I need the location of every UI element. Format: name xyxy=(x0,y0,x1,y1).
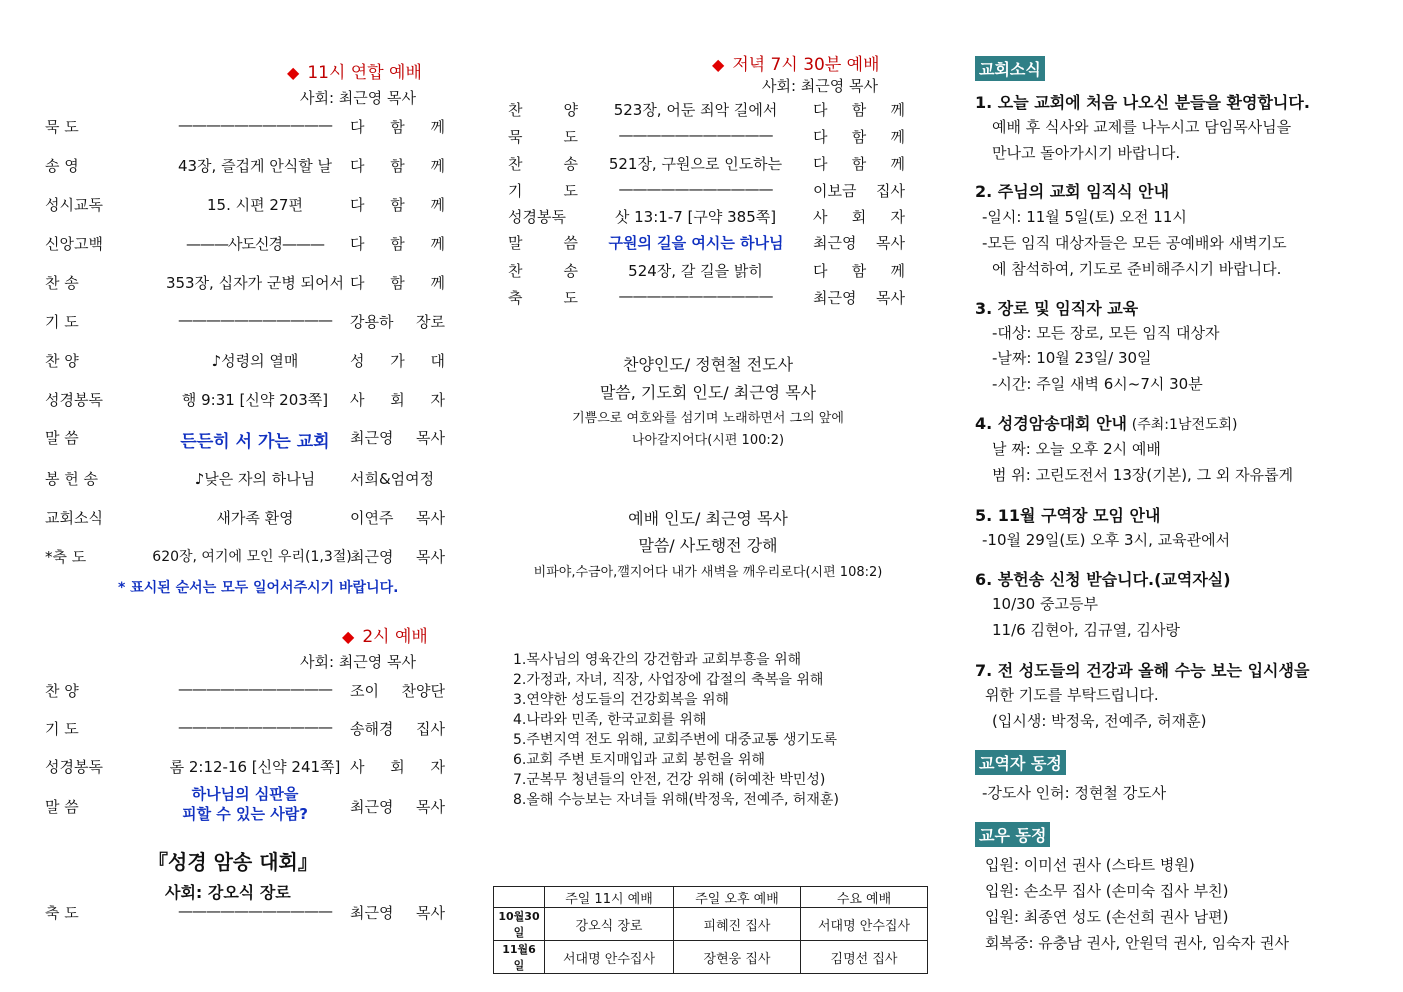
dawn-leader: 예배 인도/ 최근영 목사 xyxy=(628,509,788,528)
order-row: 기 도 ——————————— 송해경 집사 xyxy=(45,718,445,738)
diamond-icon: ◆ xyxy=(287,63,300,82)
order-row: 찬 양 523장, 어둔 죄악 길에서 다 함 께 xyxy=(508,101,905,119)
order-row: 찬 양 ——————————— 조이 찬양단 xyxy=(45,680,445,700)
news-3: 3. 장로 및 임직자 교육 xyxy=(975,299,1139,318)
service2-heading: ◆ 2시 예배 xyxy=(342,627,428,647)
wednesday-preacher: 말씀, 기도회 인도/ 최근영 목사 xyxy=(599,383,817,402)
table-row: 10월30일 강오식 장로 피혜진 집사 서대명 안수집사 xyxy=(494,908,928,941)
order-row: 묵 도 ——————————— 다 함 께 xyxy=(508,126,905,146)
order-row: 신앙고백 ———사도신경——— 다 함 께 xyxy=(45,235,445,253)
diamond-icon: ◆ xyxy=(342,627,355,646)
wednesday-leader: 찬양인도/ 정현철 전도사 xyxy=(622,355,794,374)
staff-news: -강도사 인허: 정현철 강도사 xyxy=(982,784,1167,802)
news-5: 5. 11월 구역장 모임 안내 xyxy=(975,506,1161,525)
order-row: 축 도 ——————————— 최근영 목사 xyxy=(508,287,905,307)
wednesday-verse-ref: 나아갈지어다(시편 100:2) xyxy=(631,433,785,448)
list-item: 4.나라와 민족, 한국교회를 위해 xyxy=(513,712,707,728)
list-item: 3.연약한 성도들의 건강회복을 위해 xyxy=(513,692,730,708)
order-row: 축 도 ——————————— 최근영 목사 xyxy=(45,902,445,922)
contest-title: 『성경 암송 대회』 xyxy=(148,850,318,874)
order-row: 묵 도 ——————————— 다 함 께 xyxy=(45,116,445,136)
wednesday-verse: 기쁨으로 여호와를 섬기며 노래하면서 그의 앞에 xyxy=(572,411,844,426)
news-label: 교회소식 xyxy=(975,56,1045,81)
service11-heading: ◆ 11시 연합 예배 xyxy=(287,63,422,83)
list-item: 회복중: 유충남 권사, 안원덕 권사, 임숙자 권사 xyxy=(985,934,1290,952)
dawn-preacher: 말씀/ 사도행전 강해 xyxy=(638,536,778,555)
prayer-schedule-table xyxy=(493,886,928,974)
order-row: *축 도 620장, 여기에 모인 우리(1,3절) 최근영 목사 xyxy=(45,548,445,566)
order-row: 성시교독 15. 시편 27편 다 함 께 xyxy=(45,196,445,214)
order-row: 성경봉독 행 9:31 [신약 203쪽] 사 회 자 xyxy=(45,391,445,409)
order-row: 성경봉독 롬 2:12-16 [신약 241쪽] 사 회 자 xyxy=(45,758,445,776)
order-row: 찬 송 524장, 갈 길을 밝히 다 함 께 xyxy=(508,262,905,280)
list-item: 8.올해 수능보는 자녀들 위해(박정욱, 전예주, 허재훈) xyxy=(513,792,839,808)
staff-label: 교역자 동정 xyxy=(975,750,1066,775)
order-row: 성경봉독 삿 13:1-7 [구약 385쪽] 사 회 자 xyxy=(508,208,905,226)
sermon-title: 든든히 서 가는 교회 xyxy=(180,432,330,452)
news-1: 1. 오늘 교회에 처음 나오신 분들을 환영합니다. xyxy=(975,93,1310,112)
table-header-row: 주일 11시 예배 주일 오후 예배 수요 예배 xyxy=(494,887,928,908)
news-7: 7. 전 성도들의 건강과 올해 수능 보는 입시생을 xyxy=(975,661,1310,680)
table-row: 11월6일 서대명 안수집사 장현웅 집사 김명선 집사 xyxy=(494,941,928,974)
news-6: 6. 봉헌송 신청 받습니다.(교역자실) xyxy=(975,570,1231,589)
order-row: 말 씀 구원의 길을 여시는 하나님 최근영 목사 xyxy=(508,234,905,252)
evening-heading: ◆ 저녁 7시 30분 예배 xyxy=(712,55,880,75)
list-item: 6.교회 주변 토지매입과 교회 봉헌을 위해 xyxy=(513,752,765,768)
order-row: 기 도 ——————————— 이보금 집사 xyxy=(508,180,905,200)
order-row: 교회소식 새가족 환영 이연주 목사 xyxy=(45,509,445,527)
standing-note: * 표시된 순서는 모두 일어서주시기 바랍니다. xyxy=(118,580,399,596)
list-item: 5.주변지역 전도 위해, 교회주변에 대중교통 생기도록 xyxy=(513,732,838,748)
list-item: 1.목사님의 영육간의 강건함과 교회부흥을 위해 xyxy=(513,652,802,668)
order-row: 기 도 ——————————— 강용하 장로 xyxy=(45,311,445,331)
list-item: 입원: 손소무 집사 (손미숙 집사 부친) xyxy=(985,882,1229,900)
evening-host: 사회: 최근영 목사 xyxy=(762,77,879,95)
contest-host: 사회: 강오식 장로 xyxy=(165,883,291,902)
diamond-icon: ◆ xyxy=(712,55,725,74)
order-row: 찬 양 ♪성령의 열매 성 가 대 xyxy=(45,352,445,370)
order-row: 찬 송 521장, 구원으로 인도하는 다 함 께 xyxy=(508,155,905,173)
evening-sermon-title: 구원의 길을 여시는 하나님 xyxy=(608,234,784,252)
order-row: 말 씀 든든히 서 가는 교회 최근영 목사 xyxy=(45,429,445,452)
list-item: 7.군복무 청년들의 안전, 건강 위해 (허예찬 박민성) xyxy=(513,772,826,788)
news-2: 2. 주님의 교회 임직식 안내 xyxy=(975,182,1170,201)
list-item: 입원: 이미선 권사 (스타트 병원) xyxy=(985,856,1195,874)
order-row: 말 씀 최근영 목사 xyxy=(45,798,445,816)
order-row: 송 영 43장, 즐겁게 안식할 날 다 함 께 xyxy=(45,157,445,175)
service11-host: 사회: 최근영 목사 xyxy=(300,89,417,107)
sermon-title-2: 하나님의 심판을 피할 수 있는 사람? xyxy=(182,785,308,823)
news-4: 4. 성경암송대회 안내 (주최:1남전도회) xyxy=(975,414,1238,433)
order-row: 찬 송 353장, 십자가 군병 되어서 다 함 께 xyxy=(45,274,445,292)
service2-host: 사회: 최근영 목사 xyxy=(300,653,417,671)
dawn-verse: 비파야,수금아,깰지어다 내가 새벽을 깨우리로다(시편 108:2) xyxy=(533,565,883,580)
members-label: 교우 동정 xyxy=(975,822,1050,847)
list-item: 입원: 최종연 성도 (손선희 권사 남편) xyxy=(985,908,1229,926)
prayer-list xyxy=(513,650,839,810)
order-row: 봉 헌 송 ♪낮은 자의 하나님 서희&엄여정 xyxy=(45,470,435,488)
list-item: 2.가정과, 자녀, 직장, 사업장에 갑절의 축복을 위해 xyxy=(513,672,824,688)
